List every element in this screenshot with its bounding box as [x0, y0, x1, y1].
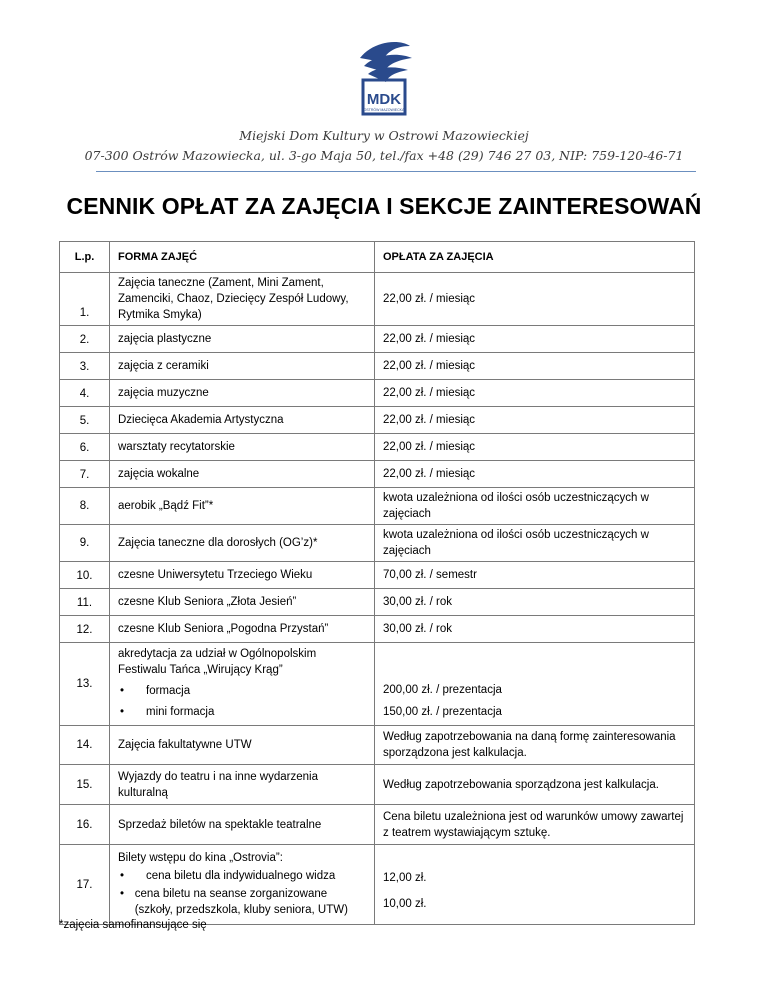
- table-row: [60, 805, 695, 845]
- row-number: 9.: [60, 525, 110, 562]
- row-form: Zajęcia taneczne (Zament, Mini Zament, Zamenciki, Chaoz, Dziecięcy Zespół Ludowy, Rytmika Smyka): [110, 273, 375, 326]
- table-row: [60, 643, 695, 726]
- table-row: [60, 434, 695, 461]
- bullet: •: [120, 685, 125, 697]
- row-fee: 70,00 zł. / semestr: [375, 562, 695, 589]
- row-form: czesne Klub Seniora „Pogodna Przystań”: [110, 616, 375, 643]
- list-item-fee: 10,00 zł.: [383, 898, 427, 910]
- row-fee: 22,00 zł. / miesiąc: [375, 461, 695, 488]
- table-row: [60, 488, 695, 525]
- bullet: •: [120, 887, 125, 900]
- row-number: 3.: [60, 353, 110, 380]
- row-number: 6.: [60, 434, 110, 461]
- row-fee: Według zapotrzebowania na daną formę zainteresowania sporządzona jest kalkulacja.: [375, 726, 695, 765]
- row-fee: Według zapotrzebowania sporządzona jest kalkulacja.: [375, 765, 695, 805]
- row-form: zajęcia muzyczne: [110, 380, 375, 407]
- row-number: 1.: [60, 273, 110, 326]
- row-form: czesne Uniwersytetu Trzeciego Wieku: [110, 562, 375, 589]
- row-form: Dziecięca Akademia Artystyczna: [110, 407, 375, 434]
- row-number: 4.: [60, 380, 110, 407]
- list-item: [118, 868, 366, 884]
- table-row: [60, 353, 695, 380]
- row-form: [110, 643, 375, 726]
- row-form: Zajęcia fakultatywne UTW: [110, 726, 375, 765]
- list-item-fee: 200,00 zł. / prezentacja: [383, 684, 502, 696]
- price-table: [59, 241, 695, 925]
- row-form: Wyjazdy do teatru i na inne wydarzenia kulturalną: [110, 765, 375, 805]
- table-row: [60, 380, 695, 407]
- bullet: •: [120, 706, 125, 718]
- row-form: [110, 845, 375, 925]
- list-item-label: cena biletu dla indywidualnego widza: [146, 869, 336, 882]
- logo-subtext: OSTRÓW MAZOWIECKA: [363, 108, 405, 112]
- list-item-label: cena biletu na seanse zorganizowane (szkoły, przedszkola, kluby seniora, UTW): [134, 887, 348, 916]
- row-fee: 30,00 zł. / rok: [375, 616, 695, 643]
- row-number: 7.: [60, 461, 110, 488]
- row-fee: Cena biletu uzależniona jest od warunków umowy zawartej z teatrem wystawiającym sztukę.: [375, 805, 695, 845]
- row-fee: 30,00 zł. / rok: [375, 589, 695, 616]
- list-item: [118, 704, 366, 720]
- row-fee: 22,00 zł. / miesiąc: [375, 273, 695, 326]
- list-item: [118, 886, 366, 918]
- table-row: [60, 326, 695, 353]
- table-row: [60, 273, 695, 326]
- row-number: 11.: [60, 589, 110, 616]
- table-row: [60, 461, 695, 488]
- row-number: 14.: [60, 726, 110, 765]
- row-form: zajęcia wokalne: [110, 461, 375, 488]
- row-number: 10.: [60, 562, 110, 589]
- table-header-row: [60, 242, 695, 273]
- row-form-heading: akredytacja za udział w Ogólnopolskim Festiwalu Tańca „Wirujący Krąg”: [118, 648, 317, 676]
- row-fee: 22,00 zł. / miesiąc: [375, 380, 695, 407]
- row-form: zajęcia z ceramiki: [110, 353, 375, 380]
- logo-text: MDK: [366, 91, 402, 108]
- row-form: Sprzedaż biletów na spektakle teatralne: [110, 805, 375, 845]
- row-number: 16.: [60, 805, 110, 845]
- row-fee: kwota uzależniona od ilości osób uczestniczących w zajęciach: [375, 525, 695, 562]
- row-form: aerobik „Bądź Fit”*: [110, 488, 375, 525]
- list-item-fee: 12,00 zł.: [383, 872, 427, 884]
- footnote: *zajęcia samofinansujące się: [59, 919, 207, 931]
- row-fee: 22,00 zł. / miesiąc: [375, 407, 695, 434]
- list-item-label: mini formacja: [146, 706, 215, 718]
- row-form: czesne Klub Seniora „Złota Jesień”: [110, 589, 375, 616]
- table-row: [60, 845, 695, 925]
- row-number: 2.: [60, 326, 110, 353]
- institution-address: 07-300 Ostrów Mazowiecka, ul. 3-go Maja 50, tel./fax +48 (29) 746 27 03, NIP: 759-120-46-71: [84, 148, 684, 163]
- row-fee: kwota uzależniona od ilości osób uczestniczących w zajęciach: [375, 488, 695, 525]
- col-header-lp: L.p.: [60, 242, 110, 273]
- row-number: 12.: [60, 616, 110, 643]
- list-item-fee: 150,00 zł. / prezentacja: [383, 706, 502, 718]
- row-number: 8.: [60, 488, 110, 525]
- row-form: warsztaty recytatorskie: [110, 434, 375, 461]
- row-number: 15.: [60, 765, 110, 805]
- row-form: zajęcia plastyczne: [110, 326, 375, 353]
- row-number: 17.: [60, 845, 110, 925]
- row-fee: 22,00 zł. / miesiąc: [375, 326, 695, 353]
- row-form: Zajęcia taneczne dla dorosłych (OG’z)*: [110, 525, 375, 562]
- table-row: [60, 562, 695, 589]
- list-item: [118, 680, 366, 702]
- row-number: 5.: [60, 407, 110, 434]
- row-fee: [375, 643, 695, 726]
- row-fee: 22,00 zł. / miesiąc: [375, 353, 695, 380]
- page-title: CENNIK OPŁAT ZA ZAJĘCIA I SEKCJE ZAINTERESOWAŃ: [66, 193, 702, 219]
- table-row: [60, 407, 695, 434]
- table-row: [60, 726, 695, 765]
- table-row: [60, 589, 695, 616]
- list-item-label: formacja: [146, 685, 191, 697]
- header-divider: [96, 171, 696, 172]
- institution-name: Miejski Dom Kultury w Ostrowi Mazowieckiej: [239, 128, 529, 143]
- row-fee: [375, 845, 695, 925]
- table-row: [60, 525, 695, 562]
- col-header-form: FORMA ZAJĘĆ: [110, 242, 375, 273]
- mdk-logo: [352, 40, 416, 120]
- table-row: [60, 765, 695, 805]
- row-form-heading: Bilety wstępu do kina „Ostrovia”:: [118, 851, 283, 864]
- table-row: [60, 616, 695, 643]
- row-fee: 22,00 zł. / miesiąc: [375, 434, 695, 461]
- col-header-fee: OPŁATA ZA ZAJĘCIA: [375, 242, 695, 273]
- row-number: 13.: [60, 643, 110, 726]
- bullet: •: [120, 869, 125, 882]
